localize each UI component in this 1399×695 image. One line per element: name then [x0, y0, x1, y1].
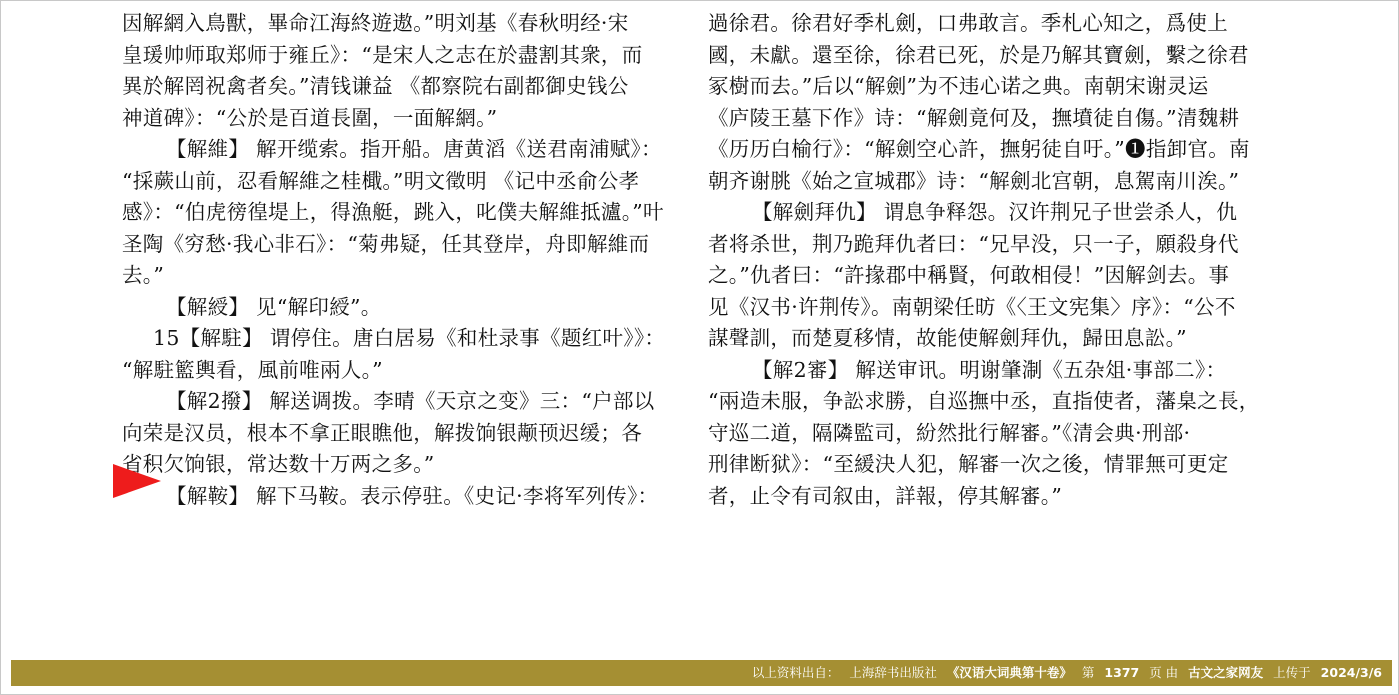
footer-source-label: 以上资料出自：: [751, 665, 840, 680]
footer-page-prefix: 第: [1081, 665, 1095, 680]
left-column-line: 去。”: [122, 263, 165, 287]
left-column-line: 因解網入鳥獸，畢命江海終遊遨。”明刘基《春秋明经·宋: [122, 11, 629, 35]
footer-page-suffix: 页 由: [1149, 665, 1179, 680]
red-arrow-marker-icon: [113, 464, 161, 498]
right-column-line: 國，未獻。還至徐，徐君已死，於是乃解其寶劍，繫之徐君: [708, 42, 1249, 67]
footer-book-title: 《汉语大词典第十卷》: [946, 665, 1072, 680]
left-column-line: 向荣是汉员，根本不拿正眼瞧他，解拨饷银颟顸迟缓；各: [122, 420, 642, 445]
right-column: [708, 8, 1270, 512]
right-column-line: 之。”仇者曰：“許掾郡中稱賢，何敢相侵！”因解剑去。事: [708, 263, 1230, 287]
left-column-line: 【解鞍】 解下马鞍。表示停驻。《史记·李将军列传》：: [166, 483, 659, 508]
left-column: [122, 8, 682, 512]
footer-publisher: 上海辞书出版社: [849, 665, 937, 680]
left-column-line: 【解2撥】 解送调拨。李晴《天京之变》三：“户部以: [166, 389, 655, 413]
left-column-line: 神道碑》：“公於是百道長圍，一面解網。”: [122, 105, 498, 130]
right-column-line: 者，止令有司叙由，詳報，停其解審。”: [708, 483, 1063, 508]
footer-date: 2024/3/6: [1320, 665, 1382, 680]
right-column-line: 謀聲訓，而楚夏移情，故能使解劍拜仇，歸田息訟。”: [708, 326, 1187, 350]
right-column-line: 過徐君。徐君好季札劍，口弗敢言。季札心知之，爲使上: [708, 11, 1228, 35]
right-column-line: 守巡二道，隔隣監司，紛然批行解審。”《清会典·刑部·: [708, 420, 1191, 445]
right-column-line: 者将杀世，荆乃跪拜仇者曰：“兄早没，只一子，願殺身代: [708, 231, 1239, 256]
left-column-line: 【解維】 解开缆索。指开船。唐黄滔《送君南浦赋》：: [166, 137, 662, 161]
right-column-line: 【解2審】 解送审讯。明谢肇淛《五杂俎·事部二》：: [752, 357, 1227, 382]
footer-upload-label: 上传于: [1273, 665, 1311, 680]
left-column-line: 【解綬】 见“解印綬”。: [166, 294, 382, 319]
right-column-line: 《庐陵王墓下作》诗：“解劍竟何及，撫墳徒自傷。”清魏耕: [708, 105, 1240, 130]
footer-page-number: 1377: [1104, 665, 1140, 680]
left-column-line: 省积欠饷银，常达数十万两之多。”: [122, 452, 435, 476]
right-column-line: 《历历白榆行》：“解劍空心許，撫躬徒自吁。”❶指卸官。南: [708, 137, 1250, 161]
left-column-line: 圣陶《穷愁·我心非石》：“菊弗疑，任其登岸，舟即解維而: [122, 231, 650, 256]
right-column-line: 冢樹而去。”后以“解劍”为不违心诺之典。南朝宋谢灵运: [708, 74, 1209, 98]
left-column-line: “解駐籃輿看，風前唯兩人。”: [122, 357, 383, 382]
footer-uploader: 古文之家网友: [1188, 665, 1264, 680]
right-column-line: 【解劍拜仇】 谓息争释怨。汉许荆兄子世尝杀人，仇: [752, 200, 1238, 224]
right-column-line: 刑律断狱》：“至緩決人犯，解審一次之後，情罪無可更定: [708, 452, 1229, 476]
left-column-line: 感》：“伯虎徬徨堤上，得漁艇，跳入，叱僕夫解維抵瀘。”叶: [122, 200, 664, 224]
right-column-line: 朝齐谢朓《始之宣城郡》诗：“解劍北宫朝，息駕南川涘。”: [708, 168, 1240, 193]
left-column-line: “採蕨山前，忍看解維之桂檝。”明文徵明 《记中丞俞公孝: [122, 168, 640, 193]
source-footer: [11, 660, 1392, 686]
left-column-line: 15【解駐】 谓停住。唐白居易《和杜录事《题红叶》》：: [153, 326, 666, 350]
right-column-line: “兩造未服，争訟求勝，自巡撫中丞，直指使者，藩臬之長，: [708, 389, 1260, 413]
left-column-line: 異於解罔祝禽者矣。”清钱谦益 《都察院右副都御史钱公: [122, 74, 629, 98]
right-column-line: 见《汉书·许荆传》。南朝梁任昉《〈王文宪集〉序》：“公不: [708, 294, 1236, 319]
left-column-line: 皇瑗帅师取郑师于雍丘》：“是宋人之志在於盡割其衆，而: [122, 42, 643, 67]
